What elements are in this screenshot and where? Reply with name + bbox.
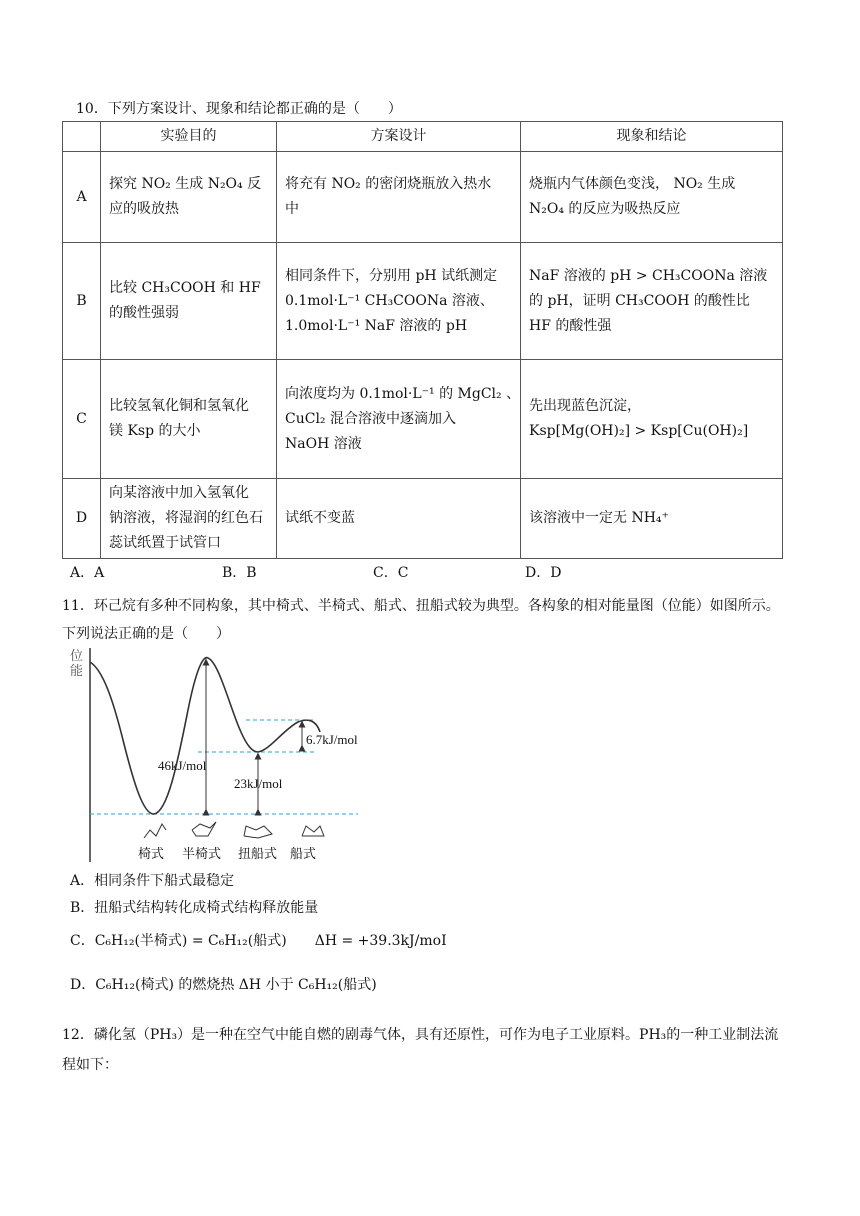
q11-choice-c[interactable]: C．C₆H₁₂(半椅式) = C₆H₁₂(船式) ΔH = +39.3kJ/moI (70, 933, 447, 949)
conformer-label-half-chair: 半椅式 (182, 846, 222, 861)
conformer-label-twist-boat: 扭船式 (238, 846, 278, 861)
cell-line: 该溶液中一定无 NH₄⁺ (529, 510, 669, 526)
label-6-7: 6.7kJ/mol (306, 732, 358, 747)
header-purpose: 实验目的 (101, 122, 277, 152)
conformer-label-chair: 椅式 (138, 846, 165, 861)
q11-choice-d[interactable]: D．C₆H₁₂(椅式) 的燃烧热 ΔH 小于 C₆H₁₂(船式) (70, 977, 377, 993)
option-d[interactable]: D．D (525, 565, 562, 581)
boat-icon (302, 826, 324, 836)
header-result: 现象和结论 (521, 122, 783, 152)
cell-purpose (101, 360, 277, 479)
header-design: 方案设计 (277, 122, 521, 152)
y-axis-label: 位能 (70, 648, 84, 678)
cell-line: 相同条件下，分别用 pH 试纸测定 (285, 267, 498, 284)
energy-diagram (58, 640, 388, 865)
cell-line: HF 的酸性强 (529, 317, 612, 334)
cell-line: 应的吸放热 (109, 201, 179, 217)
q12-stem: 12．磷化氢（PH₃）是一种在空气中能自燃的剧毒气体，具有还原性，可作为电子工业原料。PH₃的一种工业制法流程如下： (62, 1027, 779, 1073)
cell-design (277, 243, 521, 360)
cell-line: NaOH 溶液 (285, 435, 362, 452)
cell-line: 将充有 NO₂ 的密闭烧瓶放入热水 (285, 176, 492, 192)
table-header-row (63, 122, 783, 152)
cell-line: 向浓度均为 0.1mol·L⁻¹ 的 MgCl₂ 、 (285, 385, 521, 402)
table-row (63, 243, 783, 360)
cell-line: 烧瓶内气体颜色变浅， NO₂ 生成 (529, 176, 736, 192)
cell-line: NaF 溶液的 pH > CH₃COONa 溶液 (529, 267, 768, 284)
cell-line: Ksp[Mg(OH)₂] > Ksp[Cu(OH)₂] (529, 423, 749, 439)
cell-result (521, 243, 783, 360)
q10-options (70, 562, 790, 582)
cell-purpose (101, 479, 277, 559)
row-label: C (63, 360, 101, 479)
cell-line: 先出现蓝色沉淀， (529, 398, 641, 414)
option-a[interactable]: A．A (70, 565, 105, 581)
cell-line: 镁 Ksp 的大小 (109, 423, 201, 439)
cell-line: 的酸性强弱 (109, 305, 179, 321)
cell-line: 比较 CH₃COOH 和 HF (109, 280, 261, 296)
table-row (63, 152, 783, 243)
cell-design (277, 152, 521, 243)
cell-line: 的 pH，证明 CH₃COOH 的酸性比 (529, 292, 750, 309)
table-row (63, 479, 783, 559)
half-chair-icon (192, 822, 216, 836)
cell-line: 蕊试纸置于试管口 (109, 535, 221, 551)
energy-curve (90, 658, 320, 814)
cell-line: 比较氢氧化铜和氢氧化 (109, 398, 249, 414)
label-23: 23kJ/mol (234, 776, 283, 791)
table-row (63, 360, 783, 479)
header-blank (63, 122, 101, 152)
cell-line: 向某溶液中加入氢氧化 (109, 485, 249, 501)
cell-line: 0.1mol·L⁻¹ CH₃COONa 溶液、 (285, 292, 494, 309)
cell-line: 钠溶液，将湿润的红色石 (109, 510, 263, 526)
q11-choice-a[interactable]: A．相同条件下船式最稳定 (70, 873, 235, 889)
q11-choice-b[interactable]: B．扭船式结构转化成椅式结构释放能量 (70, 900, 319, 916)
cell-purpose (101, 152, 277, 243)
cell-line: 探究 NO₂ 生成 N₂O₄ 反 (109, 176, 262, 192)
cell-result (521, 360, 783, 479)
cell-line: 中 (285, 201, 299, 217)
q10-stem: 10．下列方案设计、现象和结论都正确的是（ ） (76, 101, 402, 117)
chair-icon (144, 824, 166, 838)
row-label: D (63, 479, 101, 559)
row-label: B (63, 243, 101, 360)
cell-line: 试纸不变蓝 (285, 510, 355, 526)
label-46: 46kJ/mol (158, 758, 207, 773)
cell-line: N₂O₄ 的反应为吸热反应 (529, 201, 681, 217)
cell-result (521, 152, 783, 243)
conformer-icons (144, 822, 324, 838)
cell-design (277, 479, 521, 559)
option-b[interactable]: B．B (222, 565, 257, 581)
twist-boat-icon (244, 826, 272, 838)
cell-design (277, 360, 521, 479)
cell-result (521, 479, 783, 559)
q11-stem: 11．环己烷有多种不同构象，其中椅式、半椅式、船式、扭船式较为典型。各构象的相对能量图（位能）如图所示。下列说法正确的是（ ） (62, 598, 780, 642)
cell-purpose (101, 243, 277, 360)
option-c[interactable]: C．C (373, 565, 409, 581)
row-label: A (63, 152, 101, 243)
cell-line: CuCl₂ 混合溶液中逐滴加入 (285, 410, 456, 427)
q10-table (62, 121, 783, 559)
conformer-label-boat: 船式 (290, 846, 317, 861)
cell-line: 1.0mol·L⁻¹ NaF 溶液的 pH (285, 317, 468, 334)
